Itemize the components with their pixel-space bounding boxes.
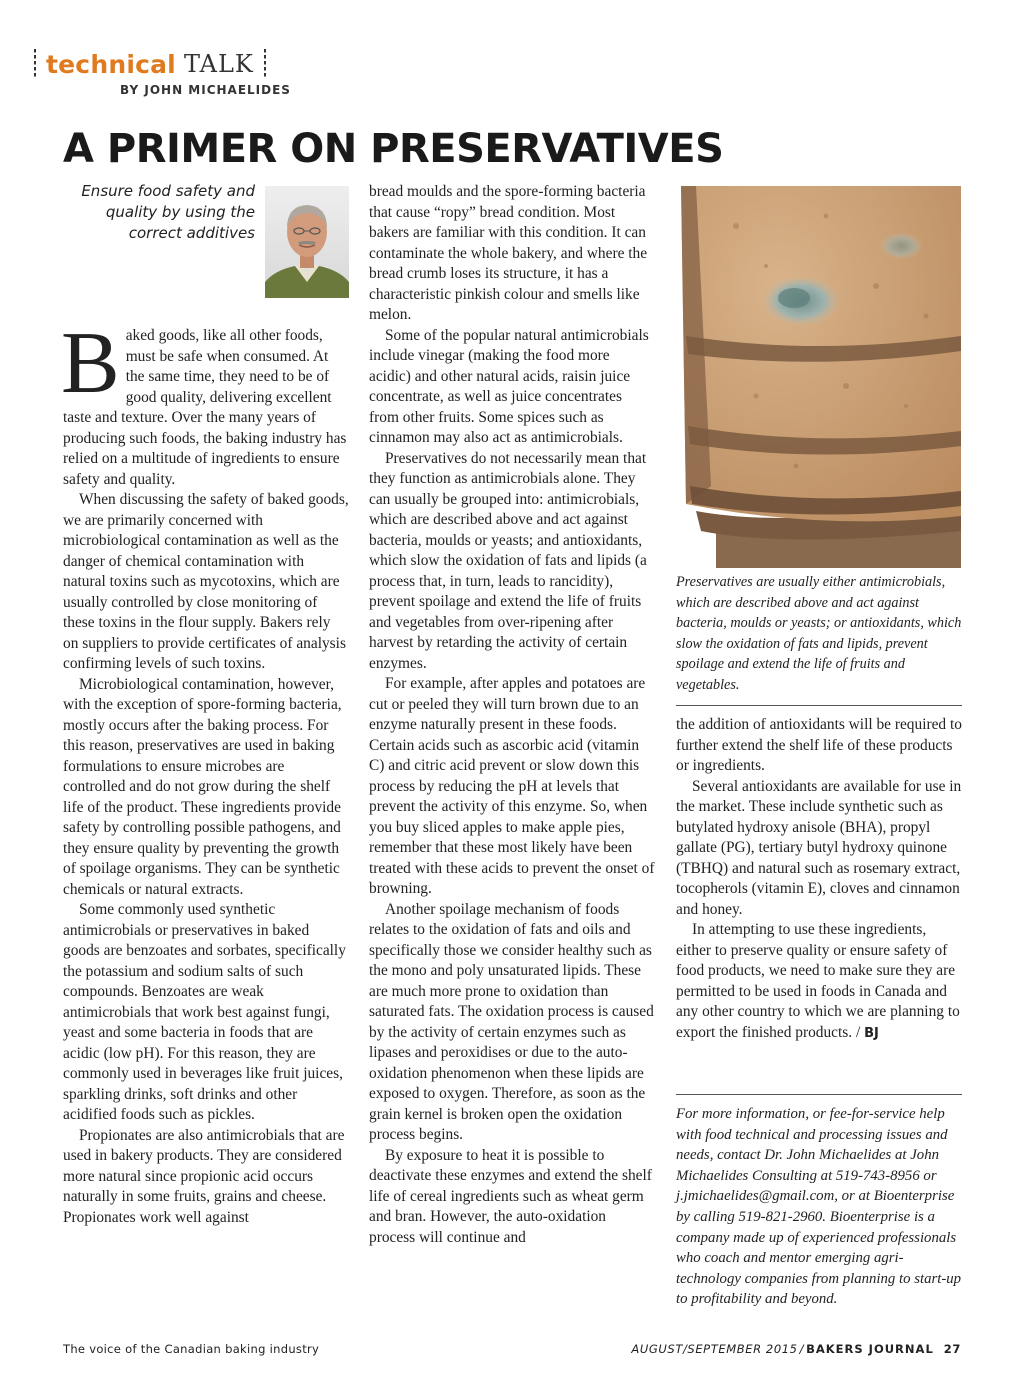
article-title: A PRIMER ON PRESERVATIVES	[63, 126, 724, 172]
paragraph: By exposure to heat it is possible to deactivate these enzymes and extend the shelf life of cereal ingredients such as wheat germ and bran. However, the auto-oxidation process will continue and	[369, 1146, 652, 1246]
page-number: 27	[943, 1342, 961, 1356]
article-column-3	[676, 715, 962, 1044]
paragraph: For example, after apples and potatoes are cut or peeled they will turn brown due to an enzyme naturally present in these foods. Certain acids such as ascorbic acid (vitamin C) and citric acid prevent or slow down this process by reducing the pH at levels that prevent the activity of this enzyme. So, when you buy sliced apples to make apple pies, remember that these most likely have been treated with these acids to prevent the onset of browning.	[369, 675, 655, 897]
paragraph-text: aked goods, like all other foods, must be safe when consumed. At the same time, they need to be of good quality, delivering excellent taste and texture. Over the many years of producing such foods, the baking industry has relied on a multitude of ingredients to ensure safety and quality.	[63, 327, 347, 488]
paragraph: Propionates are also antimicrobials that are used in bakery products. They are considered more natural since propionic acid occurs naturally in some fruits, grains and cheese. Propionates work well against	[63, 1126, 345, 1226]
header-divider-right	[264, 49, 266, 79]
signoff: BJ	[864, 1025, 879, 1041]
issue-date: AUGUST/SEPTEMBER 2015	[631, 1342, 798, 1356]
author-portrait	[265, 186, 349, 298]
paragraph-text: In attempting to use these ingredients, either to preserve quality or ensure safety of food products, we need to make sure they are permitted to be used in foods in Canada and any other country to which we are planning to export the finished products. /	[676, 921, 960, 1041]
paragraph: Preservatives do not necessarily mean that they function as antimicrobials alone. They can usually be grouped into: antimicrobials, which are described above and act against bacteria, moulds or yeasts; and antioxidants, which slow the oxidation of fats and lipids (a process that, in turn, leads to rancidity), prevent spoilage and extend the life of fruits and vegetables from over-ripening after harvest by retarding the activity of certain enzymes.	[369, 449, 647, 672]
paragraph: Microbiological contamination, however, with the exception of spore-forming bacteria, mostly occurs after the baking process. For this reason, preservatives are used in baking formulations to ensure microbes are controlled and do not grow during the shelf life of the product. These ingredients provide safety by controlling possible pathogens, and they ensure quality by preventing the growth of spoilage organisms. They can be synthetic chemicals or natural extracts.	[63, 675, 342, 898]
drop-cap: B	[61, 315, 120, 412]
paragraph: When discussing the safety of baked goods, we are primarily concerned with microbiological contamination as well as the danger of chemical contamination with natural toxins such as mycotoxins, which are usually controlled by close monitoring of these toxins in the flour supply. Bakers rely on suppliers to provide certificates of analysis confirming levels of such toxins.	[63, 491, 349, 672]
byline: BY JOHN MICHAELIDES	[120, 83, 291, 97]
article-subhead: Ensure food safety and quality by using the correct additives	[81, 182, 255, 242]
footer-tagline: The voice of the Canadian baking industry	[63, 1342, 320, 1356]
paragraph	[676, 920, 962, 1044]
paragraph: Some commonly used synthetic antimicrobials or preservatives in baked goods are benzoates and sorbates, specifically the potassium and sodium salts of such compounds. Benzoates are weak antimicrobials that work best against fungi, yeast and some bacteria in foods that are acidic (low pH). For this reason, they are commonly used in beverages like fruit juices, sparkling drinks, soft drinks and other acidified foods such as pickles.	[63, 901, 346, 1123]
paragraph: Several antioxidants are available for use in the market. These include synthetic such as butylated hydroxy anisole (BHA), propyl gallate (PG), tertiary butyl hydroxy quinone (TBHQ) and natural such as rosemary extract, tocopherols (vitamin E), cloves and cinnamon and honey.	[676, 777, 962, 918]
footer-separator: /	[799, 1342, 805, 1356]
footer-issue-info	[631, 1342, 961, 1356]
contact-note: For more information, or fee-for-service help with food technical and processing issues and needs, contact Dr. John Michaelides at John Michaelides Consulting at 519-743-8956 or j.jmichaelides@gmail.com, or at Bioenterprise by calling 519-821-2960. Bioenterprise is a company made up of experienced professionals who coach and mentor emerging agri-technology companies from planning to start-up to profitability and beyond.	[676, 1106, 962, 1308]
header-divider-left	[34, 49, 36, 79]
paragraph: Another spoilage mechanism of foods relates to the oxidation of fats and oils and specifically those we consider healthy such as the mono and poly unsaturated lipids. These are much more prone to oxidation than saturated fats. The oxidation process is caused by the activity of certain enzymes such as lipases and peroxidises or due to the auto-oxidation phenomenon when these lipids are exposed to oxygen. Therefore, as soon as the grain kernel is broken open the oxidation process begins.	[369, 900, 654, 1143]
paragraph: bread moulds and the spore-forming bacteria that cause “ropy” bread condition. Most bakers are familiar with this condition. It can contaminate the whole bakery, and where the bread crumb loses its structure, it has a characteristic pinkish colour and smells like melon.	[369, 183, 648, 323]
paragraph: Some of the popular natural antimicrobials include vinegar (making the food more acidic) and other natural acids, raisin juice concentrate, as well as juice concentrates from other fruits. Some spices such as cinnamon may also act as antimicrobials.	[369, 326, 649, 446]
article-column-2	[369, 182, 655, 1248]
section-name-talk: TALK	[183, 50, 254, 78]
article-column-1	[61, 315, 349, 1228]
contact-divider	[676, 1094, 962, 1095]
photo-caption: Preservatives are usually either antimicrobials, which are described above and act against bacteria, moulds or yeasts; or antioxidants, which slow the oxidation of fats and lipids, prevent spoilage and extend the life of fruits and vegetables.	[676, 574, 962, 693]
magazine-name: BAKERS JOURNAL	[806, 1342, 934, 1356]
paragraph: the addition of antioxidants will be required to further extend the shelf life of these products or ingredients.	[676, 716, 962, 774]
paragraph	[61, 315, 349, 490]
mouldy-bread-photo	[676, 186, 961, 568]
section-name-technical: technical	[46, 49, 176, 79]
caption-divider	[676, 705, 962, 706]
section-header	[34, 44, 266, 84]
